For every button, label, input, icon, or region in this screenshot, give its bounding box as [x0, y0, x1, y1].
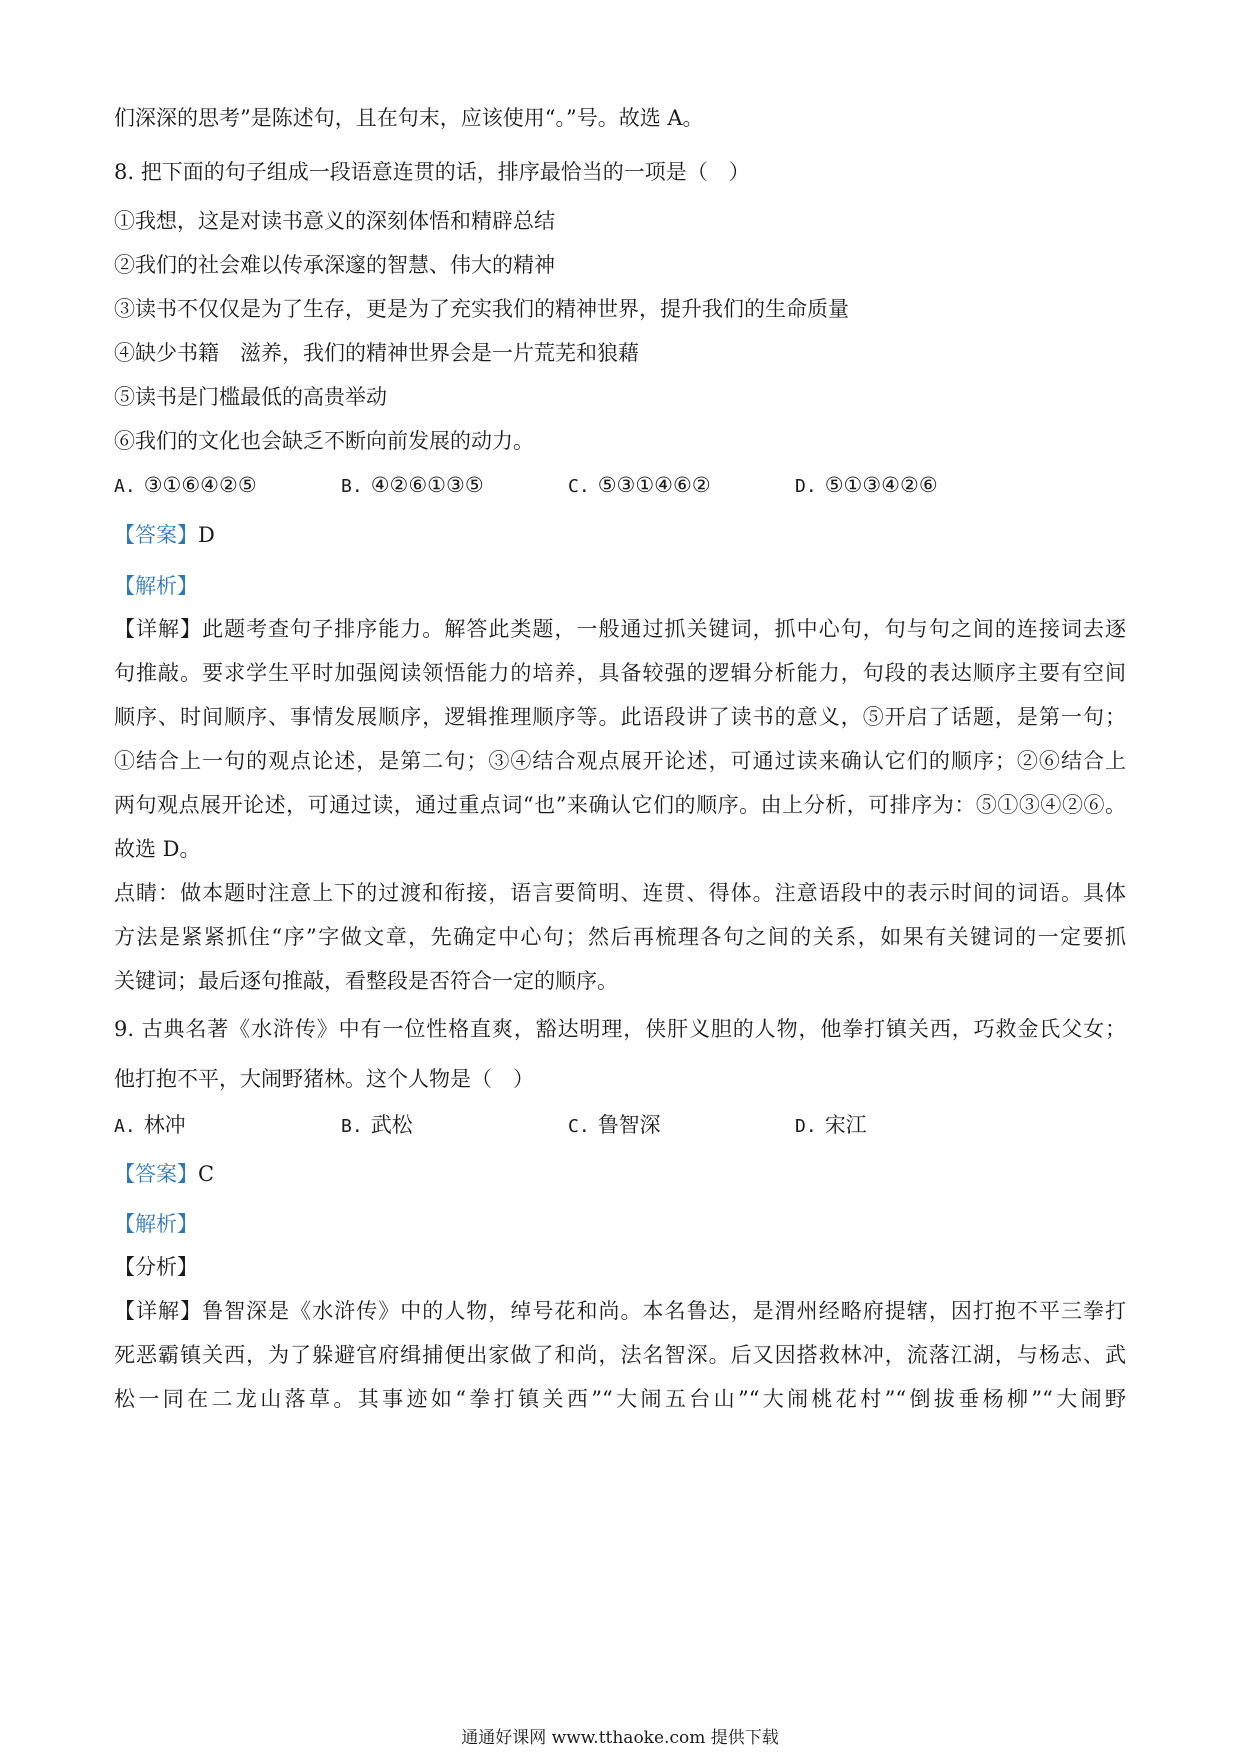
analysis-tag: 【解析】: [114, 1212, 198, 1236]
detail-line: 句推敲。要求学生平时加强阅读领悟能力的培养，具备较强的逻辑分析能力，句段的表达顺序主要有空间: [114, 661, 1126, 685]
option-a: A. ③①⑥④②⑤: [114, 473, 257, 497]
sentence-3: ③读书不仅仅是为了生存，更是为了充实我们的精神世界，提升我们的生命质量: [114, 297, 849, 321]
option-b: B. ④②⑥①③⑤: [341, 473, 484, 497]
sentence-6: ⑥我们的文化也会缺乏不断向前发展的动力。: [114, 429, 534, 453]
answer-line: [114, 520, 215, 550]
footer-url[interactable]: www.tthaoke.com: [551, 1728, 706, 1748]
answer-tag: 【答案】: [114, 523, 198, 547]
detail-line: 松一同在二龙山落草。其事迹如“拳打镇关西”“大闹五台山”“大闹桃花村”“倒拔垂杨柳”“大闹野: [114, 1387, 1126, 1411]
answer-tag: 【答案】: [114, 1162, 198, 1186]
option-d: D. 宋江: [795, 1113, 867, 1137]
question-8-stem: 8. 把下面的句子组成一段语意连贯的话，排序最恰当的一项是（ ）: [114, 160, 750, 184]
sentence-2: ②我们的社会难以传承深邃的智慧、伟大的精神: [114, 253, 555, 277]
sentence-5: ⑤读书是门槛最低的高贵举动: [114, 385, 387, 409]
page-footer: [0, 1726, 1240, 1750]
analysis-tag: 【解析】: [114, 574, 198, 598]
detail-line: 【详解】鲁智深是《水浒传》中的人物，绰号花和尚。本名鲁达，是渭州经略府提辖，因打抱不平三拳打: [114, 1299, 1126, 1323]
answer-value: D: [198, 523, 215, 547]
option-d: D. ⑤①③④②⑥: [795, 473, 938, 497]
fenxi-tag: 【分析】: [114, 1255, 198, 1279]
footer-site-name: 通通好课网: [461, 1728, 547, 1748]
question-9-stem: 他打抱不平，大闹野猪林。这个人物是（ ）: [114, 1067, 534, 1091]
detail-line: 两句观点展开论述，可通过读，通过重点词“也”来确认它们的顺序。由上分析，可排序为：⑤①③④②⑥。: [114, 793, 1126, 817]
detail-line: 【详解】此题考查句子排序能力。解答此类题，一般通过抓关键词，抓中心句，句与句之间的连接词去逐: [114, 617, 1126, 641]
option-a: A. 林冲: [114, 1113, 186, 1137]
tip-line: 方法是紧紧抓住“序”字做文章，先确定中心句；然后再梳理各句之间的关系，如果有关键词的一定要抓: [114, 925, 1126, 949]
sentence-4: ④缺少书籍 滋养，我们的精神世界会是一片荒芜和狼藉: [114, 341, 639, 365]
sentence-1: ①我想，这是对读书意义的深刻体悟和精辟总结: [114, 209, 555, 233]
option-c: C. ⑤③①④⑥②: [568, 473, 711, 497]
option-b: B. 武松: [341, 1113, 413, 1137]
tip-line: 点睛：做本题时注意上下的过渡和衔接，语言要简明、连贯、得体。注意语段中的表示时间的词语。具体: [114, 881, 1126, 905]
option-c: C. 鲁智深: [568, 1113, 661, 1137]
answer-line: [114, 1159, 214, 1189]
tip-line: 关键词；最后逐句推敲，看整段是否符合一定的顺序。: [114, 969, 618, 993]
detail-line: 故选 D。: [114, 837, 201, 861]
detail-line: 死恶霸镇关西，为了躲避官府缉捕便出家做了和尚，法名智深。后又因搭救林冲，流落江湖，与杨志、武: [114, 1343, 1126, 1367]
detail-line: 顺序、时间顺序、事情发展顺序，逻辑推理顺序等。此语段讲了读书的意义，⑤开启了话题，是第一句；: [114, 705, 1126, 729]
answer-value: C: [198, 1162, 215, 1186]
question-9-stem: 9. 古典名著《水浒传》中有一位性格直爽，豁达明理，侠肝义胆的人物，他拳打镇关西，巧救金氏父女；: [114, 1017, 1126, 1041]
footer-suffix: 提供下载: [710, 1728, 779, 1748]
text-line: 们深深的思考”是陈述句，且在句末，应该使用“。”号。故选 A。: [114, 106, 704, 130]
detail-line: ①结合上一句的观点论述，是第二句；③④结合观点展开论述，可通过读来确认它们的顺序；②⑥结合上: [114, 749, 1126, 773]
